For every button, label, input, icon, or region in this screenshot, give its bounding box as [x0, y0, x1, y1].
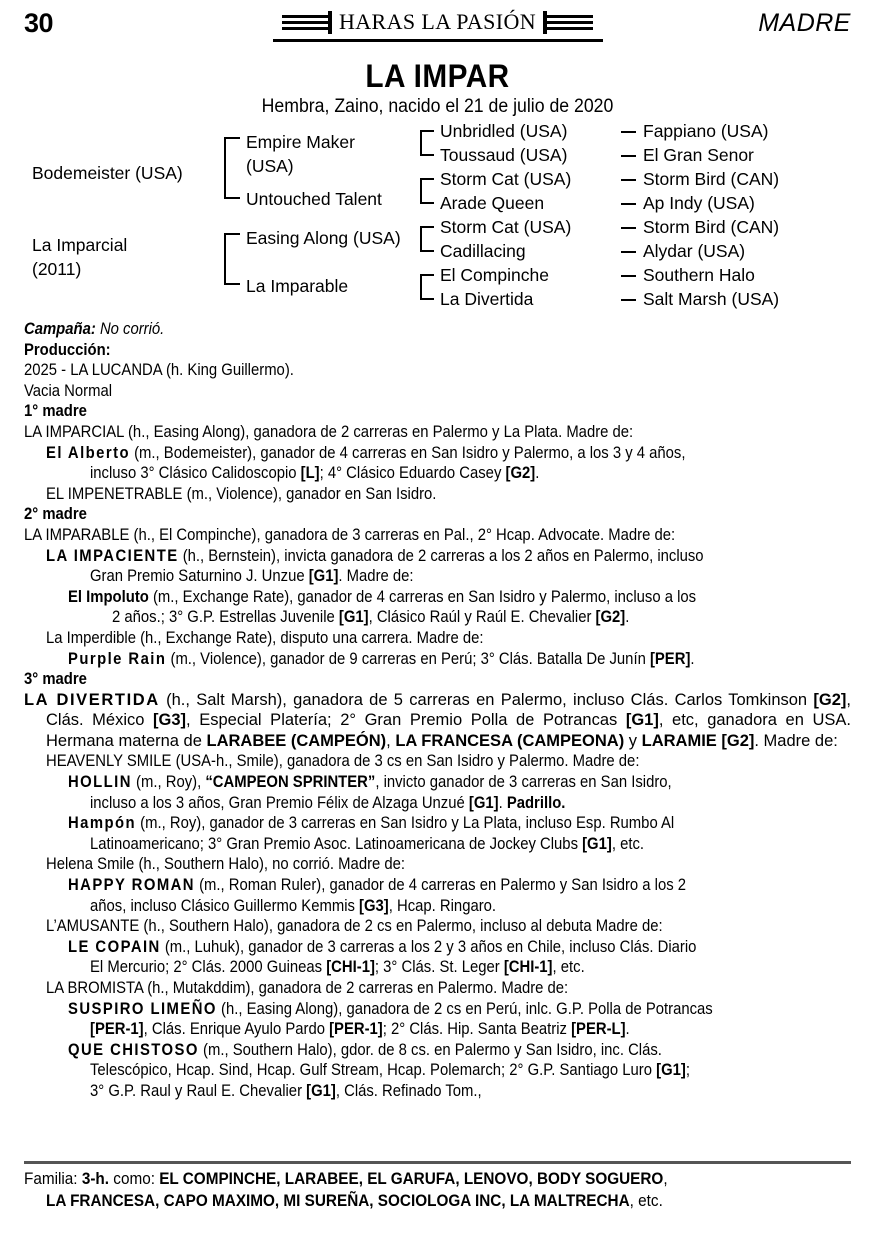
family-names-2: LA FRANCESA, CAPO MAXIMO, MI SUREÑA, SOCIOLOGA INC, LA MALTRECHA — [46, 1191, 630, 1210]
dam3-chistoso-l1: QUE CHISTOSO (m., Southern Halo), gdor. de 8 cs. en Palermo y San Isidro, inc. Clás. — [68, 1040, 662, 1059]
pedigree-gen4-1: Fappiano (USA) — [643, 121, 769, 141]
dam2-purple-rain: Purple Rain (m., Violence), ganador de 9 carreras en Perú; 3° Clás. Batalla De Junín [PER]. — [68, 649, 695, 668]
dam3-hampon-l1: Hampón (m., Roy), ganador de 3 carreras en San Isidro y La Plata, incluso Esp. Rumbo Al — [68, 814, 675, 833]
pedigree-gen3-6: Cadillacing — [440, 241, 526, 261]
pedigree-body — [24, 319, 851, 1102]
pedigree-gen3-7: El Compinche — [440, 265, 549, 285]
campaign-label: Campaña: — [24, 320, 96, 338]
dam3-chistoso-l2: Telescópico, Hcap. Sind, Hcap. Gulf Stream, Hcap. Polemarch; 2° G.P. Santiago Luro [G1]; — [90, 1061, 690, 1080]
pedigree-sire-dam: Untouched Talent — [246, 189, 382, 209]
dash-gen4-1 — [621, 131, 636, 133]
footer-divider — [24, 1161, 851, 1164]
dash-gen4-7 — [621, 275, 636, 277]
production-label: Producción: — [24, 340, 111, 359]
family-como: como: — [113, 1169, 155, 1188]
dash-gen4-3 — [621, 179, 636, 181]
pedigree-gen3-5: Storm Cat (USA) — [440, 217, 572, 237]
bracket-dam — [224, 233, 240, 285]
dam3-happy-roman-l1: HAPPY ROMAN (m., Roman Ruler), ganador de 4 carreras en Palermo y San Isidro a los 2 — [68, 876, 687, 895]
page-title: LA IMPAR — [365, 58, 510, 94]
pedigree-gen3-2: Toussaud (USA) — [440, 145, 568, 165]
footer-line-1: Familia: 3-h. como: EL COMPINCHE, LARABEE, EL GARUFA, LENOVO, BODY SOGUERO, — [24, 1169, 668, 1188]
dam1-entry-el-impenetrable: EL IMPENETRABLE (m., Violence), ganador en San Isidro. — [46, 484, 437, 503]
dam3-suspiro-l1: SUSPIRO LIMEÑO (h., Easing Along), ganadora de 2 cs en Perú, inlc. G.P. Polla de Potrancas — [68, 999, 713, 1018]
bracket-gen3-1 — [420, 130, 434, 156]
family-names-1: EL COMPINCHE, LARABEE, EL GARUFA, LENOVO, BODY SOGUERO — [159, 1169, 664, 1188]
dam3-hollin-l2: incluso a los 3 años, Gran Premio Félix de Alzaga Unzué [G1]. Padrillo. — [90, 793, 566, 812]
bracket-sire — [224, 137, 240, 199]
production-line-2: Vacia Normal — [24, 381, 113, 400]
pedigree-dam-line1: La Imparcial — [32, 235, 128, 255]
dash-gen4-4 — [621, 203, 636, 205]
dam3-helena-smile: Helena Smile (h., Southern Halo), no corrió. Madre de: — [46, 855, 406, 874]
dam1-entry-el-alberto-l1: El Alberto (m., Bodemeister), ganador de 4 carreras en San Isidro y Palermo, a los 3 y 4 años, — [46, 443, 686, 462]
corner-label: MADRE — [758, 9, 851, 37]
family-label: Familia: — [24, 1169, 78, 1188]
dam1-heading: 1° madre — [24, 402, 87, 421]
page-header — [24, 0, 851, 56]
dam3-amusante: L’AMUSANTE (h., Southern Halo), ganadora de 2 cs en Palermo, incluso al debuta Madre de: — [46, 917, 663, 936]
animal-description: Hembra, Zaino, nacido el 21 de julio de 2020 — [261, 96, 614, 117]
pedigree-gen3-8: La Divertida — [440, 289, 534, 309]
pedigree-gen4-8: Salt Marsh (USA) — [643, 289, 780, 309]
dam3-happy-roman-l2: años, incluso Clásico Guillermo Kemmis [G3], Hcap. Ringaro. — [90, 896, 497, 915]
pedigree-dam-line2: (2011) — [32, 259, 82, 279]
pedigree-dam-dam: La Imparable — [246, 276, 349, 296]
dash-gen4-5 — [621, 227, 636, 229]
dash-gen4-6 — [621, 251, 636, 253]
dam2-impoluto-l1: El Impoluto (m., Exchange Rate), ganador de 4 carreras en San Isidro y Palermo, incluso a los — [68, 587, 697, 606]
farm-logo — [273, 0, 603, 42]
pedigree-gen3-3: Storm Cat (USA) — [440, 169, 572, 189]
dam3-hollin-l1: HOLLIN (m., Roy), “CAMPEON SPRINTER”, invicto ganador de 3 carreras en San Isidro, — [68, 773, 672, 792]
dam3-heading: 3° madre — [24, 670, 87, 689]
logo-underline — [273, 39, 603, 42]
pedigree-gen4-3: Storm Bird (CAN) — [643, 169, 780, 189]
production-line-1: 2025 - LA LUCANDA (h. King Guillermo). — [24, 361, 294, 380]
dam3-divertida: LA DIVERTIDA (h., Salt Marsh), ganadora de 5 carreras en Palermo, incluso Clás. Carlos Tomkinson [G2], Clás. México [G3], Especial Platería; 2° Gran Premio Polla de Potrancas [G1], etc, ganadora en USA. Hermana materna de LARABEE (CAMPEÓN), LA FRANCESA (CAMPEONA) y LARAMIE [G2]. Madre de: — [24, 690, 851, 750]
bracket-gen3-4 — [420, 274, 434, 300]
pedigree-gen3-4: Arade Queen — [440, 193, 545, 213]
pedigree-sire: Bodemeister (USA) — [32, 163, 183, 183]
pedigree-dam-sire: Easing Along (USA) — [246, 228, 401, 248]
dash-gen4-8 — [621, 299, 636, 301]
family-code: 3-h. — [81, 1169, 110, 1188]
dam3-hampon-l2: Latinoamericano; 3° Gran Premio Asoc. Latinoamericana de Jockey Clubs [G1], etc. — [90, 834, 645, 853]
dam1-intro: LA IMPARCIAL (h., Easing Along), ganadora de 2 carreras en Palermo y La Plata. Madre de: — [24, 422, 634, 441]
dam2-impaciente-l2: Gran Premio Saturnino J. Unzue [G1]. Madre de: — [90, 567, 414, 586]
dam3-suspiro-l2: [PER-1], Clás. Enrique Ayulo Pardo [PER-1]; 2° Clás. Hip. Santa Beatriz [PER-L]. — [90, 1020, 630, 1039]
pedigree-gen4-5: Storm Bird (CAN) — [643, 217, 780, 237]
dam2-impoluto-l2: 2 años.; 3° G.P. Estrellas Juvenile [G1], Clásico Raúl y Raúl E. Chevalier [G2]. — [112, 608, 630, 627]
dam2-intro: LA IMPARABLE (h., El Compinche), ganadora de 3 carreras en Pal., 2° Hcap. Advocate. Madre de: — [24, 525, 676, 544]
pedigree-gen3-1: Unbridled (USA) — [440, 121, 568, 141]
pedigree-gen4-6: Alydar (USA) — [643, 241, 746, 261]
campaign-line — [24, 319, 851, 340]
footer-line-2: LA FRANCESA, CAPO MAXIMO, MI SUREÑA, SOCIOLOGA INC, LA MALTRECHA, etc. — [46, 1191, 663, 1210]
dam3-le-copain-l1: LE COPAIN (m., Luhuk), ganador de 3 carreras a los 2 y 3 años en Chile, incluso Clás. Diario — [68, 937, 697, 956]
logo-bars-right-icon — [547, 15, 593, 30]
campaign-value: No corrió. — [99, 320, 165, 338]
pedigree-gen4-7: Southern Halo — [643, 265, 755, 285]
dam3-le-copain-l2: El Mercurio; 2° Clás. 2000 Guineas [CHI-1]; 3° Clás. St. Leger [CHI-1], etc. — [90, 958, 585, 977]
dam1-entry-el-alberto-l2: incluso 3° Clásico Calidoscopio [L]; 4° Clásico Eduardo Casey [G2]. — [90, 464, 540, 483]
family-footer — [24, 1161, 851, 1212]
dam3-heavenly-smile: HEAVENLY SMILE (USA-h., Smile), ganadora de 3 cs en San Isidro y Palermo. Madre de: — [46, 752, 640, 771]
bracket-gen3-2 — [420, 178, 434, 204]
title-block — [24, 58, 851, 119]
dam2-impaciente-l1: LA IMPACIENTE (h., Bernstein), invicta ganadora de 2 carreras a los 2 años en Palermo, incluso — [46, 546, 704, 565]
pedigree-sire-sire-l2: (USA) — [246, 156, 294, 176]
dam2-imperdible: La Imperdible (h., Exchange Rate), disputo una carrera. Madre de: — [46, 628, 484, 647]
dam3-chistoso-l3: 3° G.P. Raul y Raul E. Chevalier [G1], Clás. Refinado Tom., — [90, 1081, 482, 1100]
dash-gen4-2 — [621, 155, 636, 157]
farm-name: HARAS LA PASIÓN — [338, 9, 537, 34]
pedigree-gen4-2: El Gran Senor — [643, 145, 754, 165]
pedigree-tree — [24, 121, 851, 315]
bracket-gen3-3 — [420, 226, 434, 252]
pedigree-gen4-4: Ap Indy (USA) — [643, 193, 755, 213]
logo-bars-left-icon — [282, 15, 328, 30]
hip-number: 30 — [24, 8, 54, 38]
dam2-heading: 2° madre — [24, 505, 87, 524]
pedigree-sire-sire-l1: Empire Maker — [246, 132, 355, 152]
dam3-bromista: LA BROMISTA (h., Mutakddim), ganadora de 2 carreras en Palermo. Madre de: — [46, 979, 569, 997]
